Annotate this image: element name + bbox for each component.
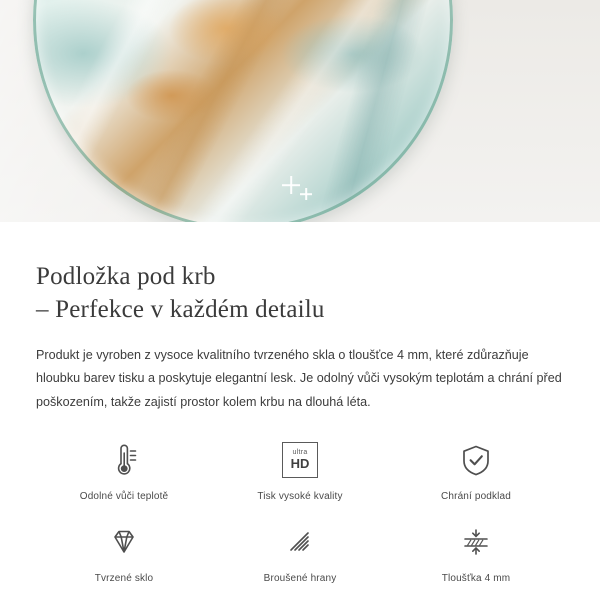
feature-label: Chrání podklad: [441, 490, 511, 502]
feature-label: Tloušťka 4 mm: [441, 572, 511, 584]
ultra-hd-badge-bottom: HD: [290, 456, 310, 472]
feature-label: Broušené hrany: [263, 572, 337, 584]
feature-label: Tvrzené sklo: [94, 572, 154, 584]
glass-pad-product-image: [33, 0, 453, 222]
feature-grid: [36, 438, 564, 584]
feature-item-tempered-glass: [36, 520, 212, 584]
ultra-hd-icon: [282, 438, 318, 482]
product-description: Produkt je vyroben z vysoce kvalitního tvrzeného skla o tloušťce 4 mm, které zdůrazňuje hloubku barev tisku a poskytuje elegantní lesk. Je odolný vůči vysokým teplotám a chrání před poškozením, takže zajistí prostor kolem krbu na dlouhá léta.: [36, 348, 562, 409]
feature-item-print-quality: [212, 438, 388, 502]
feature-label: Tisk vysoké kvality: [257, 490, 343, 502]
content-area: [0, 222, 600, 584]
feature-item-polished-edges: [212, 520, 388, 584]
page-title: [36, 260, 564, 326]
polished-edges-icon: [279, 520, 321, 564]
feature-item-surface-protection: [388, 438, 564, 502]
thickness-arrows-icon: [455, 520, 497, 564]
feature-item-thickness: [388, 520, 564, 584]
ultra-hd-badge-top: ultra: [292, 449, 308, 457]
feature-item-heat-resistant: [36, 438, 212, 502]
thermometer-icon: [103, 438, 145, 482]
page-title-line-1: Podložka pod krb: [36, 263, 216, 290]
feature-label: Odolné vůči teplotě: [79, 490, 169, 502]
hero-image: [0, 0, 600, 222]
shield-check-icon: [455, 438, 497, 482]
diamond-icon: [103, 520, 145, 564]
page-title-line-2: – Perfekce v každém detailu: [36, 296, 325, 323]
